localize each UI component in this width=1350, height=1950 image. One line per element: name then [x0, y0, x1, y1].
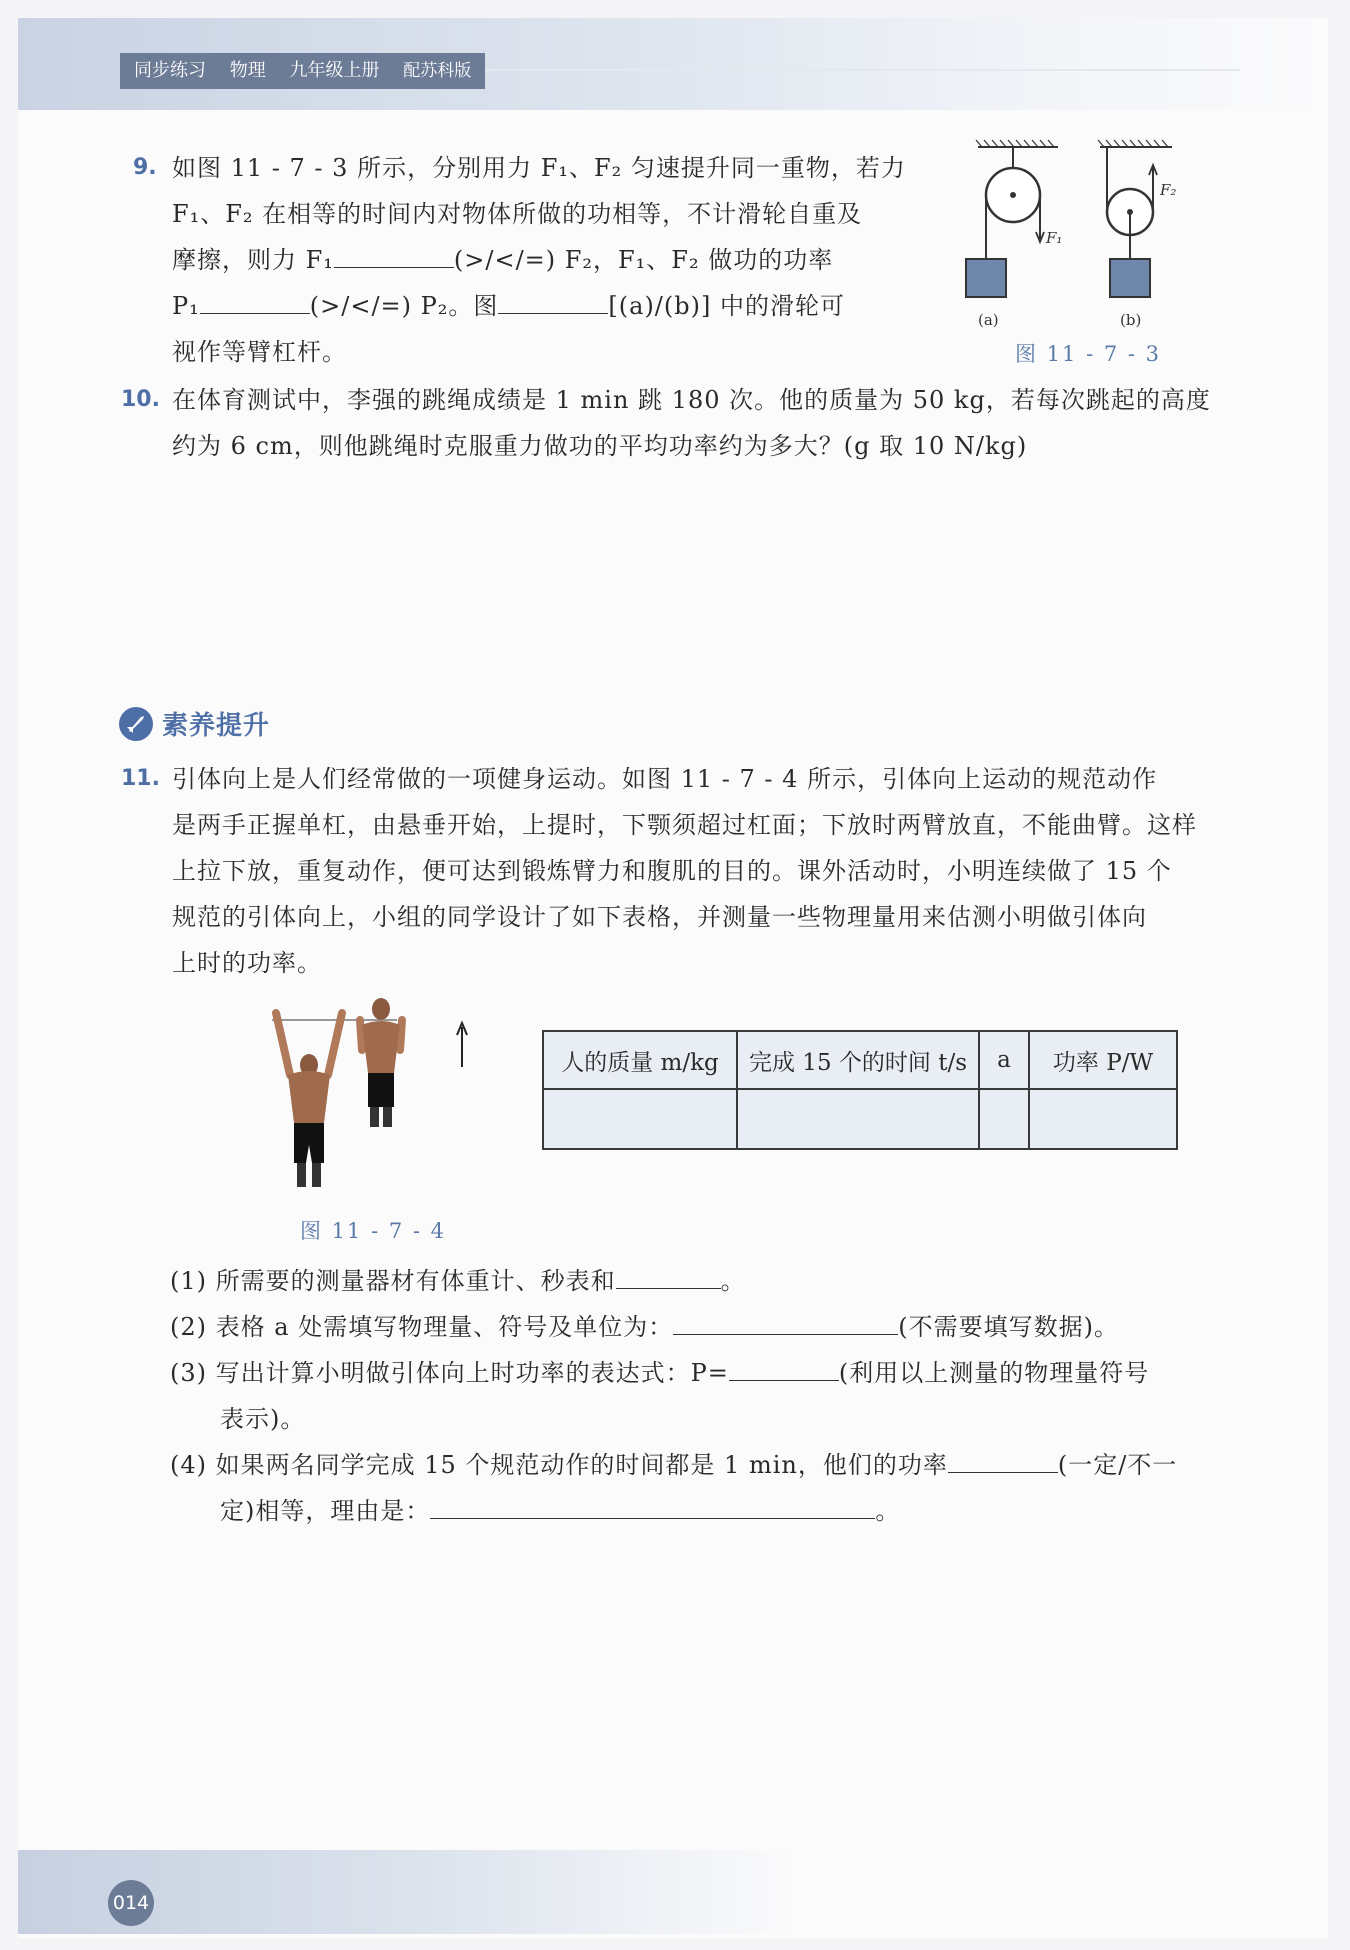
pullup-figure — [262, 995, 482, 1205]
subq-3 — [170, 1350, 1149, 1396]
q11-line1: 引体向上是人们经常做的一项健身运动。如图 11 - 7 - 4 所示，引体向上运动的规范动作 — [172, 765, 1158, 793]
pulley-figure — [960, 135, 1190, 335]
cell-a[interactable] — [979, 1089, 1029, 1149]
subq-1 — [170, 1258, 746, 1304]
weight-a — [966, 259, 1006, 297]
cell-time[interactable] — [737, 1089, 979, 1149]
header-time: 完成 15 个的时间 t/s — [737, 1031, 979, 1089]
q9-line3 — [172, 237, 833, 283]
cell-mass[interactable] — [543, 1089, 737, 1149]
subq-4-cont — [220, 1488, 900, 1534]
q9-line5: 视作等臂杠杆。 — [172, 338, 347, 366]
q11-line3: 上拉下放，重复动作，便可达到锻炼臂力和腹肌的目的。课外活动时，小明连续做了 15 个 — [172, 857, 1172, 885]
q11-number: 11. — [121, 766, 160, 791]
weight-b — [1110, 259, 1150, 297]
subq-1-text: (1) 所需要的测量器材有体重计、秒表和 — [170, 1267, 616, 1295]
table-header-row — [543, 1031, 1177, 1089]
header-edition: 配苏科版 — [403, 61, 472, 81]
subq-2-text: (2) 表格 a 处需填写物理量、符号及单位为： — [170, 1313, 674, 1341]
q10-line1: 在体育测试中，李强的跳绳成绩是 1 min 跳 180 次。他的质量为 50 kg，若每次跳起的高度 — [172, 386, 1211, 414]
ceiling-a — [976, 140, 1058, 147]
rocket-icon — [118, 706, 154, 742]
q9-line4-c: [(a)/(b)] 中的滑轮可 — [608, 292, 845, 320]
subq-3-blank[interactable] — [729, 1352, 839, 1381]
subq-2-end: (不需要填写数据)。 — [898, 1313, 1119, 1341]
table-row — [543, 1089, 1177, 1149]
measurement-table — [542, 1030, 1178, 1150]
q11-line2: 是两手正握单杠，由悬垂开始，上提时，下颚须超过杠面；下放时两臂放直，不能曲臂。这样 — [172, 811, 1197, 839]
subq-4-mid: (一定/不一 — [1057, 1451, 1178, 1479]
subq-1-blank[interactable] — [616, 1260, 721, 1289]
label-f1: F₁ — [1046, 229, 1063, 247]
q9-line4-a: P₁ — [172, 292, 200, 320]
header-series: 同步练习 — [134, 60, 206, 81]
ceiling-b — [1098, 140, 1172, 147]
header-power: 功率 P/W — [1029, 1031, 1177, 1089]
q9-line3-b: (>/</=) F₂，F₁、F₂ 做功的功率 — [453, 246, 834, 274]
q9-line4 — [172, 283, 845, 329]
person-hanging — [276, 1013, 342, 1187]
section-title: 素养提升 — [162, 711, 271, 741]
q9-blank-2[interactable] — [200, 285, 310, 314]
cell-power[interactable] — [1029, 1089, 1177, 1149]
subq-4-blank-1[interactable] — [948, 1444, 1058, 1473]
q10-number: 10. — [121, 387, 160, 412]
fig4-caption: 图 11 - 7 - 4 — [300, 1219, 447, 1243]
subq-4 — [170, 1442, 1177, 1488]
subq-4-text: (4) 如果两名同学完成 15 个规范动作的时间都是 1 min，他们的功率 — [170, 1451, 948, 1479]
q9-line2: F₁、F₂ 在相等的时间内对物体所做的功相等，不计滑轮自重及 — [172, 200, 863, 228]
subq-3-end: (利用以上测量的物理量符号 — [838, 1359, 1150, 1387]
subq-4-blank-2[interactable] — [430, 1490, 875, 1519]
subq-2-blank[interactable] — [673, 1306, 898, 1335]
q10-line2: 约为 6 cm，则他跳绳时克服重力做功的平均功率约为多大？(g 取 10 N/kg) — [172, 432, 1028, 460]
label-a: (a) — [978, 311, 999, 329]
q9-blank-1[interactable] — [334, 239, 454, 268]
book-header — [120, 53, 485, 89]
subq-4-reason: 定)相等，理由是： — [220, 1497, 431, 1525]
person-top — [360, 998, 402, 1127]
q9-line1: 如图 11 - 7 - 3 所示，分别用力 F₁、F₂ 匀速提升同一重物，若力 — [172, 154, 906, 182]
subq-3-cont: 表示)。 — [220, 1405, 306, 1433]
subq-1-end: 。 — [720, 1267, 746, 1295]
header-mass: 人的质量 m/kg — [543, 1031, 737, 1089]
section-heading — [118, 705, 270, 742]
header-rule — [480, 69, 1240, 71]
subq-2 — [170, 1304, 1119, 1350]
q9-number: 9. — [133, 155, 157, 180]
q9-blank-3[interactable] — [498, 285, 608, 314]
q9-line4-b: (>/</=) P₂。图 — [309, 292, 499, 320]
header-subject: 物理 — [229, 60, 266, 81]
fig3-caption: 图 11 - 7 - 3 — [1015, 342, 1162, 366]
q11-line5: 上时的功率。 — [172, 949, 322, 977]
header-grade: 九年级上册 — [289, 60, 380, 81]
q11-line4: 规范的引体向上，小组的同学设计了如下表格，并测量一些物理量用来估测小明做引体向 — [172, 903, 1147, 931]
subq-3-text: (3) 写出计算小明做引体向上时功率的表达式：P= — [170, 1359, 729, 1387]
page-number: 014 — [108, 1880, 154, 1926]
label-f2: F₂ — [1160, 181, 1177, 199]
subq-4-end: 。 — [875, 1497, 901, 1525]
q9-line3-a: 摩擦，则力 F₁ — [172, 246, 334, 274]
header-a: a — [979, 1031, 1029, 1089]
label-b: (b) — [1120, 311, 1142, 329]
